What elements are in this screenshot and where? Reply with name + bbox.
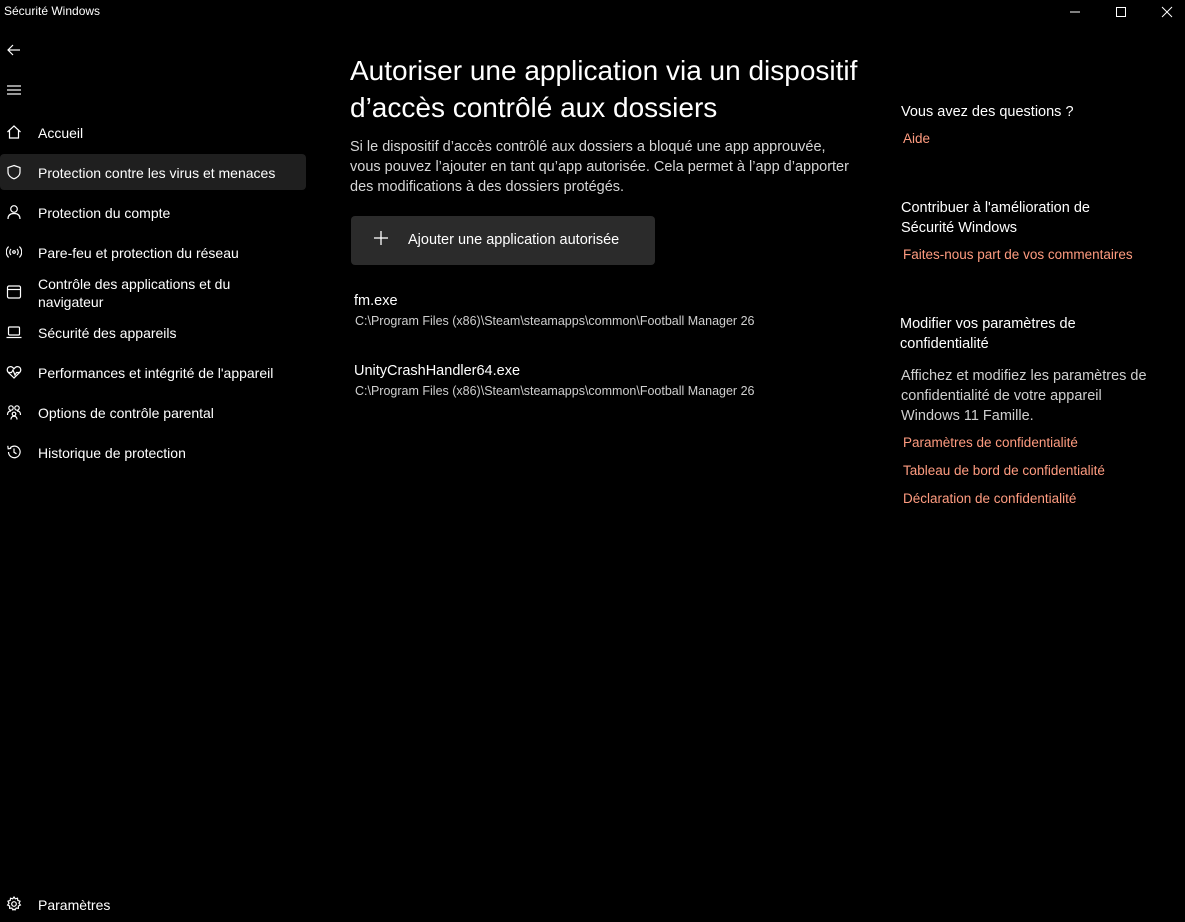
maximize-icon <box>1115 6 1127 18</box>
page-title: Autoriser une application via un dispositif d’accès contrôlé aux dossiers <box>350 55 858 123</box>
nav-item-accueil[interactable] <box>0 114 306 150</box>
feedback-link[interactable]: Faites-nous part de vos commentaires <box>903 247 1133 262</box>
heart-pulse-icon <box>6 364 22 380</box>
nav-item-label: Performances et intégrité de l'appareil <box>38 365 274 381</box>
privacy-heading: Modifier vos paramètres de confidentialité <box>900 316 1076 352</box>
nav-item-settings[interactable] <box>0 886 306 922</box>
nav-item-virus-protection[interactable] <box>0 154 306 190</box>
privacy-settings-link[interactable]: Paramètres de confidentialité <box>903 435 1078 450</box>
allowed-app-path: C:\Program Files (x86)\Steam\steamapps\common\Football Manager 26 <box>355 314 755 328</box>
privacy-description: Affichez et modifiez les paramètres de confidentialité de votre appareil Windows 11 Famille. <box>901 368 1147 424</box>
allowed-app-path: C:\Program Files (x86)\Steam\steamapps\common\Football Manager 26 <box>355 384 755 398</box>
add-allowed-app-button[interactable] <box>351 216 655 265</box>
minimize-icon <box>1069 6 1081 18</box>
nav-item-label: Historique de protection <box>38 445 186 461</box>
add-allowed-app-label: Ajouter une application autorisée <box>408 232 620 248</box>
privacy-statement-link[interactable]: Déclaration de confidentialité <box>903 491 1077 506</box>
nav-item-label: Options de contrôle parental <box>38 405 214 421</box>
person-icon <box>6 204 22 220</box>
nav-item-label: Contrôle des applications et du navigateur <box>38 276 231 310</box>
nav-item-label: Accueil <box>38 125 84 141</box>
gear-icon <box>6 896 22 912</box>
nav-item-protection-history[interactable] <box>0 434 306 470</box>
allowed-app-item[interactable] <box>354 293 854 341</box>
page-description: Si le dispositif d’accès contrôlé aux dossiers a bloqué une app approuvée, vous pouvez l’ajouter en tant qu’app autorisée. Cela permet à l’app d’apporter des modifications à des dossiers protégés. <box>350 139 849 195</box>
close-icon <box>1161 6 1173 18</box>
back-button[interactable] <box>6 42 24 60</box>
nav-item-label: Sécurité des appareils <box>38 325 177 341</box>
questions-heading: Vous avez des questions ? <box>901 104 1074 120</box>
history-icon <box>6 444 22 460</box>
window-title: Sécurité Windows <box>4 4 101 18</box>
nav-item-label: Protection contre les virus et menaces <box>38 165 276 181</box>
family-icon <box>6 404 22 420</box>
nav-item-label: Paramètres <box>38 897 111 913</box>
nav-item-firewall[interactable] <box>0 234 306 270</box>
home-icon <box>6 124 22 140</box>
nav-item-parental-control[interactable] <box>0 394 306 430</box>
allowed-app-name: UnityCrashHandler64.exe <box>354 363 521 379</box>
minimize-button[interactable] <box>1052 0 1098 24</box>
allowed-app-item[interactable] <box>354 363 854 411</box>
hamburger-icon <box>6 82 22 98</box>
nav-item-label: Protection du compte <box>38 205 171 221</box>
nav-item-device-performance[interactable] <box>0 354 306 390</box>
improve-heading: Contribuer à l'amélioration de Sécurité Windows <box>901 200 1090 236</box>
privacy-dashboard-link[interactable]: Tableau de bord de confidentialité <box>903 463 1105 478</box>
browser-window-icon <box>6 284 22 300</box>
back-arrow-icon <box>6 42 22 58</box>
maximize-button[interactable] <box>1098 0 1144 24</box>
nav-item-account-protection[interactable] <box>0 194 306 230</box>
close-button[interactable] <box>1144 0 1185 24</box>
help-link[interactable]: Aide <box>903 131 931 146</box>
menu-button[interactable] <box>6 82 24 100</box>
nav-item-app-browser-control[interactable] <box>0 273 306 313</box>
allowed-app-name: fm.exe <box>354 293 398 309</box>
shield-icon <box>6 164 22 180</box>
laptop-icon <box>6 324 22 340</box>
antenna-icon <box>6 244 22 260</box>
nav-item-label: Pare-feu et protection du réseau <box>38 245 239 261</box>
plus-icon <box>373 230 389 246</box>
nav-item-device-security[interactable] <box>0 314 306 350</box>
